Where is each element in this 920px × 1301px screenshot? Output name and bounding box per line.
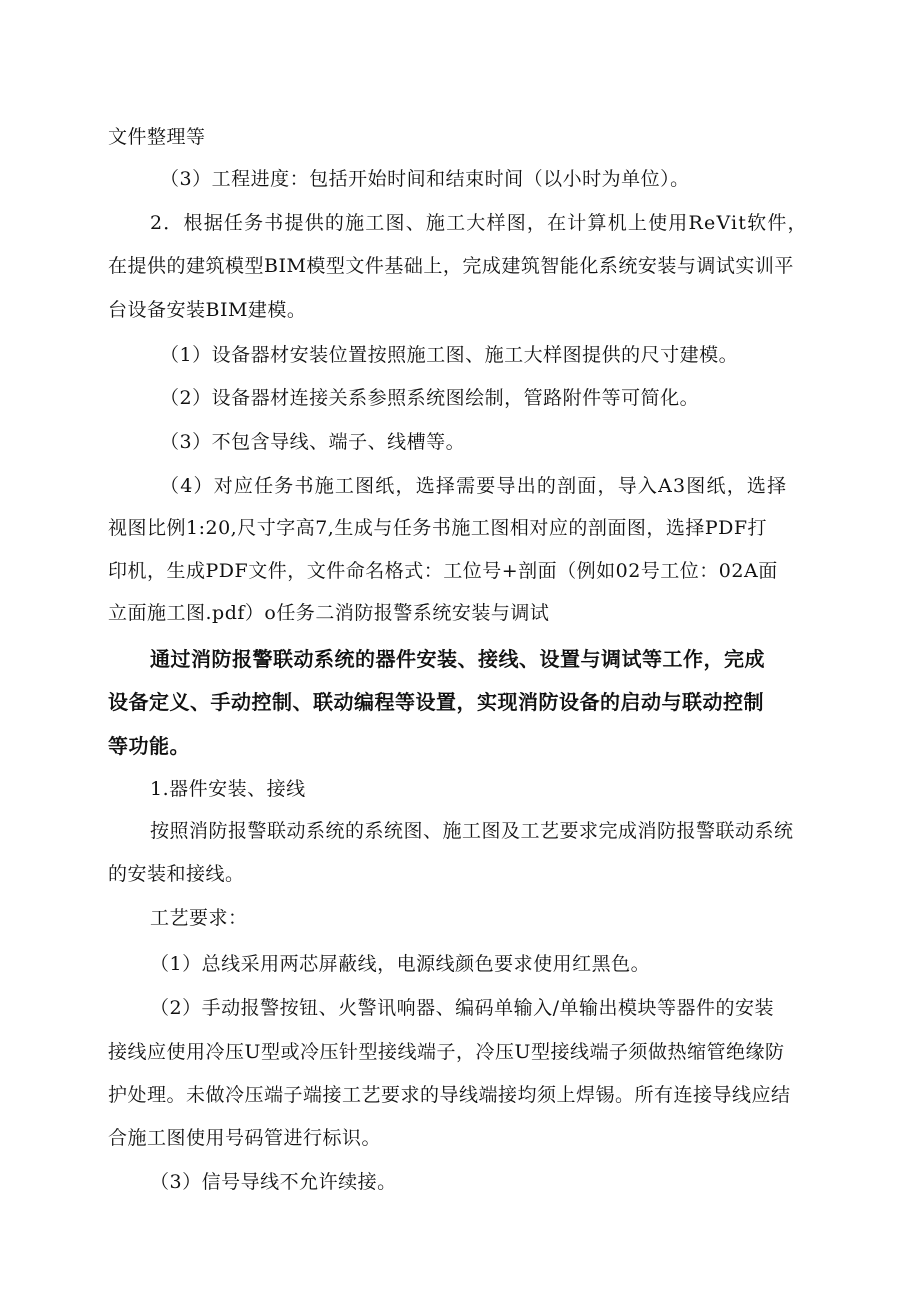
text-line: 台设备安装BIM建模。 xyxy=(108,299,307,321)
text-line: 2．根据任务书提供的施工图、施工大样图，在计算机上使用ReVit软件， xyxy=(150,212,808,234)
text-line: （2）手动报警按钮、火警讯响器、编码单输入/单输出模块等器件的安装 xyxy=(150,997,774,1019)
text-line: 等功能。 xyxy=(108,734,190,758)
text-line: 文件整理等 xyxy=(108,126,206,148)
text-line: 印机，生成PDF文件，文件命名格式：工位号+剖面（例如02号工位：02A面 xyxy=(108,560,778,582)
text-line: （3）工程进度：包括开始时间和结束时间（以小时为单位）。 xyxy=(160,168,690,190)
text-line: （3）不包含导线、端子、线槽等。 xyxy=(160,431,466,453)
text-line: （2）设备器材连接关系参照系统图绘制，管路附件等可简化。 xyxy=(160,387,700,409)
text-line: 按照消防报警联动系统的系统图、施工图及工艺要求完成消防报警联动系统 xyxy=(150,820,794,842)
text-line: （3）信号导线不允许续接。 xyxy=(150,1171,397,1193)
text-line: 的安装和接线。 xyxy=(108,863,245,885)
text-line: 立面施工图.pdf）o任务二消防报警系统安装与调试 xyxy=(108,602,550,624)
text-line: 护处理。未做冷压端子端接工艺要求的导线端接均须上焊锡。所有连接导线应结 xyxy=(108,1084,791,1106)
text-line: （1）总线采用两芯屏蔽线，电源线颜色要求使用红黑色。 xyxy=(150,953,651,975)
text-line: （1）设备器材安装位置按照施工图、施工大样图提供的尺寸建模。 xyxy=(160,344,739,366)
text-line: 接线应使用冷压U型或冷压针型接线端子，冷压U型接线端子须做热缩管绝缘防 xyxy=(108,1041,785,1063)
text-line: （4）对应任务书施工图纸，选择需要导出的剖面，导入A3图纸，选择 xyxy=(160,475,788,497)
text-line: 视图比例1:20,尺寸字高7,生成与任务书施工图相对应的剖面图，选择PDF打 xyxy=(108,517,768,539)
text-line: 在提供的建筑模型BIM模型文件基础上，完成建筑智能化系统安装与调试实训平 xyxy=(108,255,794,277)
text-line: 通过消防报警联动系统的器件安装、接线、设置与调试等工作，完成 xyxy=(150,647,765,671)
text-line: 设备定义、手动控制、联动编程等设置，实现消防设备的启动与联动控制 xyxy=(108,690,764,714)
subheading: 工艺要求： xyxy=(150,907,248,929)
section-heading: 1.器件安装、接线 xyxy=(150,778,306,800)
text-line: 合施工图使用号码管进行标识。 xyxy=(108,1127,382,1149)
